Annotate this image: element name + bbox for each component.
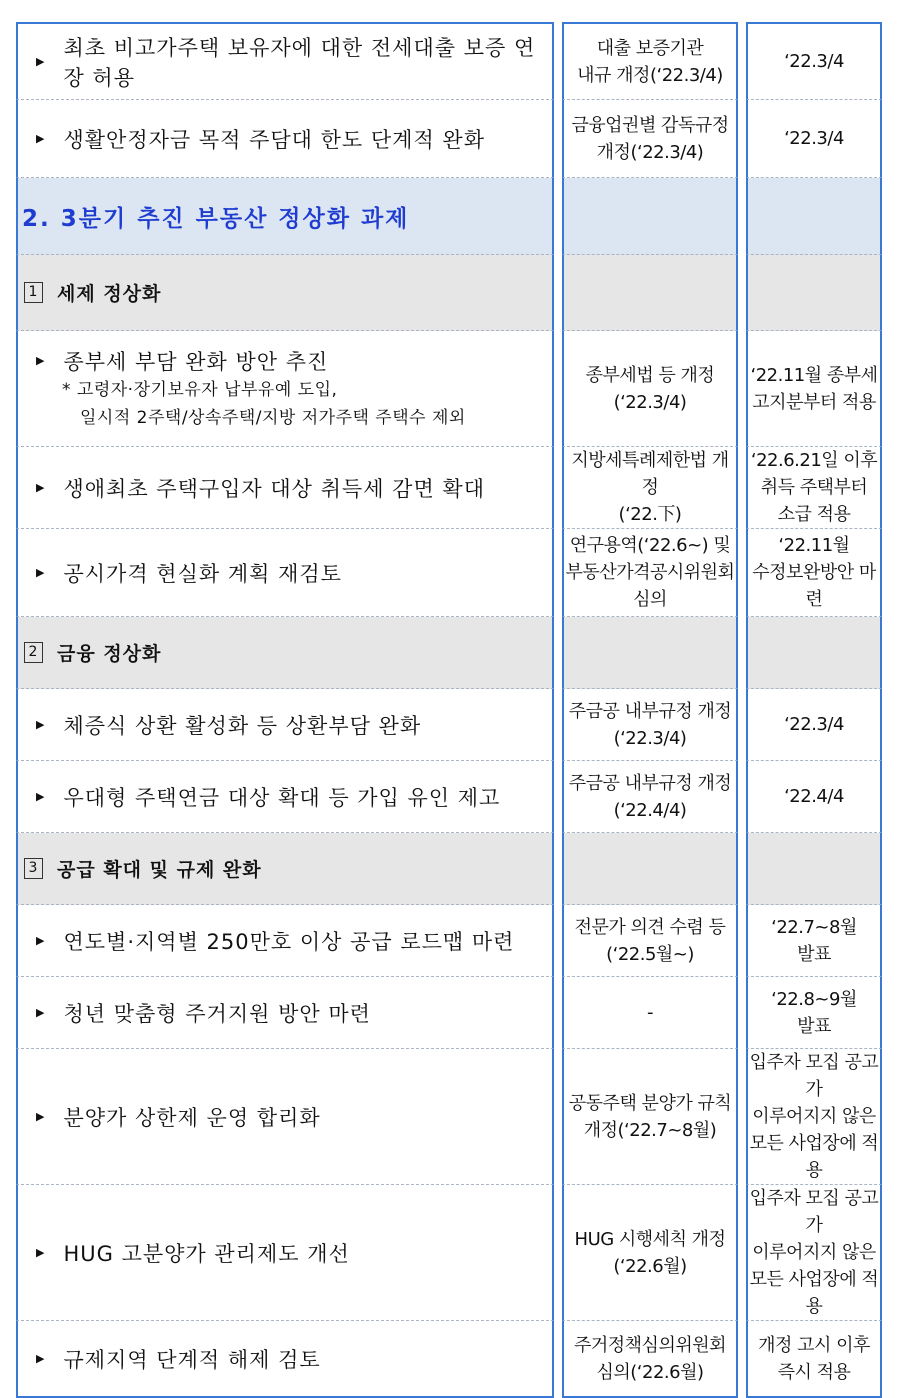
schedule-text: 발표 (797, 1015, 831, 1037)
schedule-text: ‘22.3/4 (784, 51, 844, 72)
task-cell (16, 977, 554, 1049)
task-cell (16, 1321, 554, 1398)
action-cell (562, 1321, 738, 1398)
task-item (18, 1344, 552, 1374)
task-cell (16, 905, 554, 977)
task-cell (16, 1049, 554, 1185)
boxed-number: 3 (24, 858, 43, 879)
table-row (16, 905, 882, 977)
schedule-cell (746, 1321, 882, 1398)
schedule-cell (746, 1185, 882, 1321)
schedule-cell (746, 178, 882, 255)
task-cell (16, 1185, 554, 1321)
action-text: 대출 보증기관 (596, 37, 704, 59)
schedule-text: 입주자 모집 공고가 (749, 1188, 879, 1236)
schedule-text: 즉시 적용 (777, 1361, 851, 1383)
triangle-right-icon: ▶ (36, 718, 46, 731)
task-item (18, 473, 552, 503)
action-cell (562, 529, 738, 617)
table-row (16, 761, 882, 833)
task-text: 분양가 상한제 운영 합리화 (63, 1105, 321, 1130)
table-row (16, 447, 882, 529)
column-gap (554, 331, 562, 447)
task-text: 청년 맞춤형 주거지원 방안 마련 (63, 1001, 371, 1026)
triangle-right-icon: ▶ (36, 354, 46, 367)
subsection-text: 금융 정상화 (57, 643, 162, 665)
task-text: 생활안정자금 목적 주담대 한도 단계적 완화 (63, 127, 485, 152)
column-gap (738, 529, 746, 617)
task-cell (16, 255, 554, 331)
task-item (18, 782, 552, 812)
schedule-cell (746, 22, 882, 100)
task-item (18, 124, 552, 154)
schedule-cell (746, 689, 882, 761)
schedule-cell (746, 447, 882, 529)
subsection-text: 세제 정상화 (57, 283, 162, 305)
triangle-right-icon: ▶ (36, 934, 46, 947)
task-item (18, 1238, 552, 1268)
column-gap (554, 1049, 562, 1185)
subsection-title (18, 855, 552, 882)
column-gap (738, 447, 746, 529)
action-cell (562, 178, 738, 255)
schedule-text: 수정보완방안 마련 (752, 562, 876, 610)
task-text: 최초 비고가주택 보유자에 대한 전세대출 보증 연장 허용 (63, 35, 536, 90)
action-cell (562, 447, 738, 529)
task-text: 생애최초 주택구입자 대상 취득세 감면 확대 (63, 476, 485, 501)
task-item (18, 710, 552, 740)
schedule-text: 취득 주택부터 (760, 477, 868, 498)
action-cell (562, 833, 738, 905)
column-gap (554, 255, 562, 331)
triangle-right-icon: ▶ (36, 1352, 46, 1365)
column-gap (554, 833, 562, 905)
action-text: 전문가 의견 수렴 등 (574, 916, 726, 938)
action-text: 지방세특례제한법 개정 (571, 450, 729, 498)
action-text: 주금공 내부규정 개정 (568, 700, 732, 722)
schedule-text: ‘22.3/4 (784, 714, 844, 735)
note-line: 일시적 2주택/상속주택/지방 저가주택 주택수 제외 (80, 407, 466, 428)
column-gap (554, 977, 562, 1049)
task-cell (16, 100, 554, 178)
schedule-text: 모든 사업장에 적용 (749, 1133, 879, 1181)
table-row (16, 529, 882, 617)
subsection-header-row (16, 255, 882, 331)
section-title: 2. 3분기 추진 부동산 정상화 과제 (22, 205, 410, 232)
column-gap (554, 22, 562, 100)
schedule-cell (746, 905, 882, 977)
triangle-right-icon: ▶ (36, 481, 46, 494)
task-cell (16, 447, 554, 529)
action-text: 연구용역(‘22.6~) 및 (569, 535, 731, 556)
column-gap (738, 833, 746, 905)
schedule-text: ‘22.4/4 (784, 786, 844, 807)
column-gap (738, 761, 746, 833)
task-item (18, 346, 552, 376)
action-text: (‘22.3/4) (613, 727, 687, 749)
column-gap (554, 905, 562, 977)
schedule-cell (746, 761, 882, 833)
column-gap (738, 617, 746, 689)
column-gap (738, 100, 746, 178)
schedule-text: 이루어지지 않은 (752, 1106, 876, 1127)
triangle-right-icon: ▶ (36, 566, 46, 579)
task-item (18, 926, 552, 956)
column-gap (738, 22, 746, 100)
schedule-text: 발표 (797, 943, 831, 965)
task-item (18, 998, 552, 1028)
schedule-text: ‘22.6.21일 이후 (750, 450, 878, 471)
schedule-cell (746, 977, 882, 1049)
task-text: 공시가격 현실화 계획 재검토 (63, 561, 342, 586)
action-text: 개정(‘22.3/4) (596, 141, 704, 163)
boxed-number: 2 (24, 642, 43, 663)
action-text: HUG 시행세칙 개정 (574, 1228, 726, 1250)
table-row (16, 331, 882, 447)
task-text: HUG 고분양가 관리제도 개선 (63, 1241, 350, 1266)
action-cell (562, 100, 738, 178)
action-text: 종부세법 등 개정 (585, 364, 715, 386)
schedule-text: 모든 사업장에 적용 (749, 1269, 879, 1317)
triangle-right-icon: ▶ (36, 790, 46, 803)
triangle-right-icon: ▶ (36, 1006, 46, 1019)
action-text: (‘22.下) (618, 504, 682, 525)
triangle-right-icon: ▶ (36, 132, 46, 145)
schedule-text: ‘22.8~9월 (771, 988, 857, 1010)
action-cell (562, 331, 738, 447)
table-row (16, 1321, 882, 1398)
column-gap (554, 617, 562, 689)
schedule-cell (746, 331, 882, 447)
action-text: 주거정책심의위원회 (574, 1334, 726, 1356)
schedule-text: ‘22.7~8월 (771, 916, 857, 938)
section-header-row (16, 178, 882, 255)
schedule-text: 이루어지지 않은 (752, 1242, 876, 1263)
schedule-text: ‘22.11월 (778, 535, 850, 556)
task-text: 연도별·지역별 250만호 이상 공급 로드맵 마련 (63, 929, 515, 954)
action-cell (562, 617, 738, 689)
schedule-text: ‘22.3/4 (784, 128, 844, 149)
task-item (18, 558, 552, 588)
action-text: (‘22.5월~) (606, 943, 694, 965)
task-cell (16, 761, 554, 833)
action-text: 심의(‘22.6월) (596, 1361, 704, 1383)
task-text: 우대형 주택연금 대상 확대 등 가입 유인 제고 (63, 785, 501, 810)
task-text: 규제지역 단계적 해제 검토 (63, 1347, 321, 1372)
task-cell (16, 331, 554, 447)
schedule-cell (746, 1049, 882, 1185)
subsection-title (18, 279, 552, 306)
column-gap (554, 761, 562, 833)
task-cell (16, 617, 554, 689)
subsection-header-row (16, 833, 882, 905)
subsection-header-row (16, 617, 882, 689)
column-gap (738, 689, 746, 761)
task-cell (16, 529, 554, 617)
task-item (18, 32, 552, 92)
schedule-cell (746, 100, 882, 178)
action-text: (‘22.6월) (613, 1255, 687, 1277)
column-gap (738, 1321, 746, 1398)
schedule-cell (746, 529, 882, 617)
task-cell (16, 178, 554, 255)
action-cell (562, 905, 738, 977)
action-cell (562, 689, 738, 761)
policy-task-table (16, 22, 882, 1398)
table-row (16, 977, 882, 1049)
table-row (16, 22, 882, 100)
column-gap (554, 1185, 562, 1321)
action-cell (562, 1049, 738, 1185)
column-gap (554, 689, 562, 761)
column-gap (554, 100, 562, 178)
action-text: (‘22.4/4) (613, 799, 687, 821)
schedule-text: 소급 적용 (777, 504, 851, 525)
column-gap (738, 255, 746, 331)
column-gap (738, 977, 746, 1049)
action-text: 부동산가격공시위원회 심의 (565, 562, 735, 610)
action-text: - (647, 1002, 653, 1023)
action-text: 내규 개정(‘22.3/4) (577, 64, 723, 86)
action-cell (562, 761, 738, 833)
table-row (16, 689, 882, 761)
task-text: 체증식 상환 활성화 등 상환부담 완화 (63, 713, 422, 738)
action-text: (‘22.3/4) (613, 391, 687, 413)
column-gap (554, 529, 562, 617)
triangle-right-icon: ▶ (36, 1246, 46, 1259)
schedule-cell (746, 255, 882, 331)
note-line: * 고령자·장기보유자 납부유예 도입, (62, 379, 338, 400)
schedule-cell (746, 617, 882, 689)
subsection-title (18, 639, 552, 666)
triangle-right-icon: ▶ (36, 1110, 46, 1123)
schedule-text: ‘22.11월 종부세 (750, 364, 878, 386)
schedule-text: 고지분부터 적용 (752, 391, 876, 413)
schedule-text: 입주자 모집 공고가 (749, 1052, 879, 1100)
task-cell (16, 22, 554, 100)
column-gap (738, 1185, 746, 1321)
action-text: 주금공 내부규정 개정 (568, 772, 732, 794)
column-gap (554, 178, 562, 255)
triangle-right-icon: ▶ (36, 55, 46, 68)
task-note (18, 376, 552, 432)
action-text: 공동주택 분양가 규칙 (568, 1092, 732, 1114)
column-gap (554, 447, 562, 529)
table-row (16, 1049, 882, 1185)
column-gap (738, 1049, 746, 1185)
action-cell (562, 977, 738, 1049)
column-gap (738, 905, 746, 977)
column-gap (738, 331, 746, 447)
action-text: 개정(‘22.7~8월) (583, 1119, 717, 1141)
column-gap (554, 1321, 562, 1398)
action-cell (562, 1185, 738, 1321)
task-text: 종부세 부담 완화 방안 추진 (63, 349, 329, 374)
action-cell (562, 255, 738, 331)
column-gap (738, 178, 746, 255)
action-text: 금융업권별 감독규정 (571, 114, 729, 136)
subsection-text: 공급 확대 및 규제 완화 (57, 859, 262, 881)
boxed-number: 1 (24, 282, 43, 303)
table-row (16, 100, 882, 178)
task-item (18, 1102, 552, 1132)
task-cell (16, 833, 554, 905)
table-row (16, 1185, 882, 1321)
schedule-text: 개정 고시 이후 (758, 1334, 870, 1356)
action-cell (562, 22, 738, 100)
task-cell (16, 689, 554, 761)
schedule-cell (746, 833, 882, 905)
